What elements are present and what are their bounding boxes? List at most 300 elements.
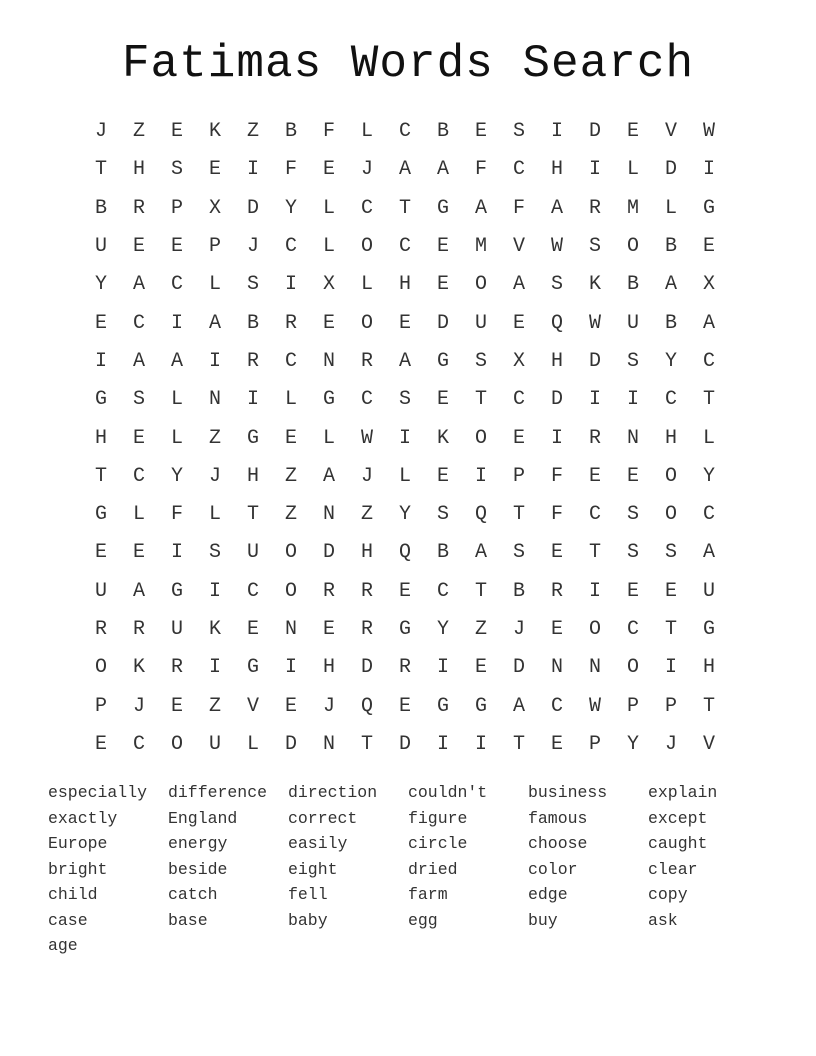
grid-letter: H xyxy=(246,464,259,488)
letter-grid xyxy=(82,113,728,764)
grid-letter: L xyxy=(322,235,335,259)
grid-letter: E xyxy=(626,579,639,603)
word-list-item: edge xyxy=(528,885,568,904)
grid-letter: E xyxy=(512,311,525,335)
grid-letter: S xyxy=(398,388,411,412)
grid-letter: I xyxy=(626,388,639,412)
grid-letter: T xyxy=(360,732,373,756)
grid-row xyxy=(82,496,728,534)
grid-letter: G xyxy=(322,388,335,412)
grid-row xyxy=(82,458,728,496)
word-list-item: color xyxy=(528,859,578,879)
word-list-item: fell xyxy=(288,885,328,904)
grid-letter: O xyxy=(170,732,183,756)
grid-letter: O xyxy=(588,618,601,641)
grid-letter: J xyxy=(94,120,107,144)
grid-letter: N xyxy=(208,388,221,412)
grid-letter: B xyxy=(94,196,107,220)
grid-letter: R xyxy=(398,656,411,680)
grid-letter: C xyxy=(702,349,715,373)
grid-letter: X xyxy=(208,196,221,220)
grid-letter: I xyxy=(588,388,601,412)
grid-letter: E xyxy=(664,579,677,603)
word-list-item: child xyxy=(48,885,98,904)
grid-letter: C xyxy=(626,618,639,641)
word-list-item: couldn't xyxy=(408,783,488,802)
word-list-item: figure xyxy=(408,808,468,828)
grid-letter: I xyxy=(588,579,601,603)
grid-letter: A xyxy=(512,694,525,718)
grid-letter: L xyxy=(246,732,259,756)
grid-letter: L xyxy=(626,158,639,182)
grid-letter: R xyxy=(550,579,563,603)
grid-letter: Z xyxy=(360,503,373,527)
grid-letter: E xyxy=(436,388,449,412)
grid-letter: L xyxy=(664,196,677,220)
grid-letter: U xyxy=(626,311,639,335)
grid-letter: T xyxy=(512,503,525,527)
word-list-item: correct xyxy=(288,808,358,828)
grid-letter: D xyxy=(360,656,373,680)
grid-letter: A xyxy=(550,196,563,220)
grid-letter: E xyxy=(284,694,297,718)
grid-letter: C xyxy=(132,464,145,488)
grid-letter: V xyxy=(664,120,677,144)
grid-letter: D xyxy=(284,732,297,756)
grid-letter: I xyxy=(246,388,259,412)
grid-letter: H xyxy=(94,426,107,450)
grid-letter: Y xyxy=(664,349,677,373)
grid-letter: D xyxy=(436,311,449,335)
word-list-item: except xyxy=(648,808,708,828)
grid-letter: B xyxy=(512,579,525,603)
grid-letter: F xyxy=(550,464,563,488)
grid-letter: H xyxy=(550,158,563,182)
grid-letter: E xyxy=(474,120,487,144)
grid-letter: U xyxy=(170,618,183,641)
grid-letter: O xyxy=(94,656,107,680)
grid-letter: T xyxy=(94,158,107,182)
grid-letter: X xyxy=(512,349,525,373)
grid-letter: J xyxy=(664,732,677,756)
grid-letter: U xyxy=(208,732,221,756)
grid-letter: O xyxy=(626,656,639,680)
grid-letter: H xyxy=(398,273,411,297)
grid-letter: E xyxy=(94,732,107,756)
grid-letter: Z xyxy=(208,426,221,450)
grid-letter: E xyxy=(474,656,487,680)
grid-letter: R xyxy=(132,196,145,220)
grid-row xyxy=(82,381,728,419)
grid-row xyxy=(82,611,728,649)
grid-letter: N xyxy=(588,656,601,680)
grid-letter: L xyxy=(170,426,183,450)
grid-letter: E xyxy=(284,426,297,450)
grid-letter: S xyxy=(664,541,677,565)
grid-letter: E xyxy=(398,694,411,718)
grid-letter: T xyxy=(246,503,259,527)
word-list-item: especially xyxy=(48,783,148,802)
grid-letter: R xyxy=(94,618,107,641)
grid-letter: L xyxy=(398,464,411,488)
word-list-item: energy xyxy=(168,834,228,853)
grid-letter: T xyxy=(702,388,715,412)
grid-letter: I xyxy=(284,656,297,680)
grid-letter: V xyxy=(246,694,259,718)
grid-letter: H xyxy=(550,349,563,373)
grid-letter: W xyxy=(588,311,601,335)
grid-letter: U xyxy=(94,579,107,603)
grid-letter: U xyxy=(474,311,487,335)
grid-letter: E xyxy=(550,732,563,756)
grid-letter: A xyxy=(702,541,715,565)
word-list-item: eight xyxy=(288,859,338,879)
grid-letter: Y xyxy=(398,503,411,527)
grid-letter: I xyxy=(246,158,259,182)
grid-letter: H xyxy=(322,656,335,680)
grid-letter: T xyxy=(474,579,487,603)
grid-letter: Z xyxy=(246,120,259,144)
grid-letter: G xyxy=(170,579,183,603)
grid-letter: B xyxy=(436,120,449,144)
grid-letter: O xyxy=(626,235,639,259)
grid-letter: L xyxy=(132,503,145,527)
grid-letter: S xyxy=(626,541,639,565)
grid-letter: R xyxy=(246,349,259,373)
grid-letter: S xyxy=(512,541,525,565)
word-list-item: beside xyxy=(168,859,228,879)
grid-letter: Z xyxy=(284,464,297,488)
grid-letter: E xyxy=(322,618,335,641)
word-list-item: clear xyxy=(648,859,698,879)
grid-letter: B xyxy=(626,273,639,297)
grid-letter: E xyxy=(512,426,525,450)
grid-letter: M xyxy=(626,196,639,220)
grid-letter: A xyxy=(702,311,715,335)
grid-letter: O xyxy=(360,235,373,259)
word-list-item: egg xyxy=(408,910,438,930)
word-list-item: copy xyxy=(648,885,688,904)
grid-letter: C xyxy=(132,732,145,756)
grid-letter: G xyxy=(702,618,715,641)
grid-letter: O xyxy=(284,579,297,603)
grid-letter: I xyxy=(436,732,449,756)
grid-letter: C xyxy=(246,579,259,603)
grid-letter: G xyxy=(702,196,715,220)
grid-letter: P xyxy=(94,694,107,718)
grid-letter: N xyxy=(322,503,335,527)
grid-letter: T xyxy=(588,541,601,565)
word-list-item: base xyxy=(168,910,208,930)
grid-letter: C xyxy=(512,388,525,412)
word-list-item: baby xyxy=(288,910,328,930)
grid-letter: R xyxy=(170,656,183,680)
grid-letter: G xyxy=(436,196,449,220)
grid-letter: T xyxy=(702,694,715,718)
grid-letter: I xyxy=(474,464,487,488)
grid-letter: Y xyxy=(170,464,183,488)
grid-letter: N xyxy=(322,732,335,756)
grid-letter: F xyxy=(322,120,335,144)
grid-letter: O xyxy=(664,464,677,488)
grid-row xyxy=(82,228,728,266)
grid-letter: U xyxy=(702,579,715,603)
grid-letter: T xyxy=(664,618,677,641)
grid-letter: E xyxy=(702,235,715,259)
grid-letter: B xyxy=(436,541,449,565)
grid-letter: I xyxy=(208,349,221,373)
grid-letter: G xyxy=(246,656,259,680)
grid-row xyxy=(82,343,728,381)
grid-letter: J xyxy=(132,694,145,718)
grid-letter: T xyxy=(474,388,487,412)
grid-letter: O xyxy=(474,426,487,450)
grid-letter: A xyxy=(208,311,221,335)
grid-letter: S xyxy=(588,235,601,259)
grid-letter: P xyxy=(588,732,601,756)
grid-letter: K xyxy=(208,618,221,641)
grid-letter: E xyxy=(246,618,259,641)
grid-row xyxy=(82,687,728,725)
grid-letter: L xyxy=(702,426,715,450)
word-list-item: Europe xyxy=(48,834,108,853)
grid-letter: A xyxy=(132,273,145,297)
grid-letter: S xyxy=(626,349,639,373)
grid-letter: E xyxy=(170,694,183,718)
grid-letter: H xyxy=(664,426,677,450)
grid-letter: R xyxy=(360,349,373,373)
word-list xyxy=(48,780,768,959)
word-list-item: famous xyxy=(528,808,588,828)
word-list-item: case xyxy=(48,910,88,930)
grid-letter: C xyxy=(132,311,145,335)
grid-letter: P xyxy=(208,235,221,259)
grid-letter: Q xyxy=(550,311,563,335)
grid-letter: I xyxy=(94,349,107,373)
grid-row xyxy=(82,534,728,572)
grid-letter: S xyxy=(436,503,449,527)
grid-letter: F xyxy=(170,503,183,527)
grid-letter: F xyxy=(474,158,487,182)
grid-letter: W xyxy=(702,120,715,144)
grid-letter: K xyxy=(208,120,221,144)
grid-letter: Z xyxy=(284,503,297,527)
grid-letter: C xyxy=(436,579,449,603)
grid-letter: R xyxy=(588,196,601,220)
grid-letter: G xyxy=(436,694,449,718)
grid-letter: B xyxy=(664,235,677,259)
grid-letter: L xyxy=(322,426,335,450)
grid-letter: C xyxy=(512,158,525,182)
grid-letter: I xyxy=(208,579,221,603)
grid-letter: C xyxy=(398,120,411,144)
grid-letter: I xyxy=(550,120,563,144)
grid-letter: J xyxy=(246,235,259,259)
grid-letter: N xyxy=(284,618,297,641)
grid-letter: A xyxy=(398,349,411,373)
grid-letter: P xyxy=(626,694,639,718)
grid-row xyxy=(82,266,728,304)
grid-letter: L xyxy=(208,503,221,527)
grid-letter: Q xyxy=(360,694,373,718)
grid-letter: Z xyxy=(208,694,221,718)
grid-letter: C xyxy=(664,388,677,412)
grid-row xyxy=(82,649,728,687)
grid-letter: R xyxy=(360,618,373,641)
grid-letter: D xyxy=(550,388,563,412)
grid-letter: B xyxy=(284,120,297,144)
grid-letter: R xyxy=(132,618,145,641)
grid-letter: H xyxy=(132,158,145,182)
grid-letter: I xyxy=(398,426,411,450)
grid-letter: E xyxy=(436,464,449,488)
grid-letter: E xyxy=(436,235,449,259)
grid-letter: K xyxy=(436,426,449,450)
grid-letter: G xyxy=(398,618,411,641)
grid-letter: W xyxy=(550,235,563,259)
grid-letter: Y xyxy=(626,732,639,756)
grid-letter: B xyxy=(664,311,677,335)
grid-row xyxy=(82,419,728,457)
grid-row xyxy=(82,151,728,189)
grid-letter: Y xyxy=(284,196,297,220)
grid-letter: W xyxy=(588,694,601,718)
grid-letter: Z xyxy=(132,120,145,144)
grid-letter: A xyxy=(474,196,487,220)
grid-letter: I xyxy=(284,273,297,297)
grid-letter: I xyxy=(170,311,183,335)
grid-letter: O xyxy=(474,273,487,297)
grid-letter: E xyxy=(132,541,145,565)
grid-letter: S xyxy=(132,388,145,412)
grid-row xyxy=(82,190,728,228)
grid-letter: I xyxy=(550,426,563,450)
grid-letter: O xyxy=(284,541,297,565)
grid-letter: T xyxy=(94,464,107,488)
grid-letter: V xyxy=(702,732,715,756)
word-list-item: caught xyxy=(648,834,708,853)
grid-letter: K xyxy=(132,656,145,680)
grid-letter: E xyxy=(322,311,335,335)
grid-letter: J xyxy=(360,464,373,488)
grid-letter: X xyxy=(322,273,335,297)
grid-letter: E xyxy=(132,426,145,450)
grid-row xyxy=(82,573,728,611)
grid-letter: U xyxy=(94,235,107,259)
grid-letter: E xyxy=(436,273,449,297)
grid-letter: N xyxy=(550,656,563,680)
grid-letter: Q xyxy=(474,503,487,527)
grid-letter: N xyxy=(322,349,335,373)
word-list-item: ask xyxy=(648,910,678,930)
grid-letter: D xyxy=(512,656,525,680)
grid-letter: R xyxy=(588,426,601,450)
grid-letter: I xyxy=(702,158,715,182)
grid-letter: T xyxy=(512,732,525,756)
grid-letter: F xyxy=(550,503,563,527)
grid-letter: R xyxy=(284,311,297,335)
grid-letter: J xyxy=(208,464,221,488)
grid-row xyxy=(82,304,728,342)
grid-letter: J xyxy=(360,158,373,182)
grid-letter: E xyxy=(626,464,639,488)
grid-letter: V xyxy=(512,235,525,259)
word-list-item: dried xyxy=(408,859,458,879)
grid-letter: L xyxy=(284,388,297,412)
grid-letter: I xyxy=(474,732,487,756)
grid-letter: P xyxy=(512,464,525,488)
grid-letter: D xyxy=(664,158,677,182)
word-list-item: farm xyxy=(408,885,448,904)
grid-letter: Q xyxy=(398,541,411,565)
grid-letter: C xyxy=(550,694,563,718)
grid-letter: I xyxy=(208,656,221,680)
grid-letter: R xyxy=(322,579,335,603)
grid-letter: E xyxy=(398,311,411,335)
word-list-item: buy xyxy=(528,910,558,930)
grid-letter: D xyxy=(322,541,335,565)
grid-letter: Y xyxy=(436,618,449,641)
word-list-item: exactly xyxy=(48,808,118,828)
grid-letter: F xyxy=(284,158,297,182)
grid-letter: N xyxy=(626,426,639,450)
grid-letter: C xyxy=(398,235,411,259)
grid-letter: X xyxy=(702,273,715,297)
grid-letter: I xyxy=(436,656,449,680)
grid-letter: J xyxy=(322,694,335,718)
grid-letter: A xyxy=(132,579,145,603)
grid-letter: L xyxy=(360,120,373,144)
grid-letter: E xyxy=(550,618,563,641)
grid-letter: D xyxy=(588,120,601,144)
grid-letter: L xyxy=(170,388,183,412)
grid-letter: E xyxy=(132,235,145,259)
word-list-item: catch xyxy=(168,885,218,904)
grid-letter: U xyxy=(246,541,259,565)
grid-letter: S xyxy=(626,503,639,527)
grid-letter: G xyxy=(436,349,449,373)
grid-letter: S xyxy=(512,120,525,144)
grid-letter: Z xyxy=(474,618,487,641)
grid-letter: L xyxy=(322,196,335,220)
grid-letter: C xyxy=(170,273,183,297)
grid-row xyxy=(82,726,728,764)
grid-letter: C xyxy=(360,388,373,412)
word-list-item: direction xyxy=(288,783,378,802)
grid-letter: S xyxy=(474,349,487,373)
grid-letter: C xyxy=(284,349,297,373)
grid-letter: S xyxy=(170,158,183,182)
grid-letter: E xyxy=(322,158,335,182)
grid-letter: P xyxy=(664,694,677,718)
grid-letter: G xyxy=(94,388,107,412)
grid-letter: E xyxy=(626,120,639,144)
grid-letter: S xyxy=(246,273,259,297)
grid-letter: I xyxy=(588,158,601,182)
grid-letter: T xyxy=(398,196,411,220)
word-list-item: England xyxy=(168,808,238,828)
grid-letter: E xyxy=(94,311,107,335)
grid-letter: O xyxy=(664,503,677,527)
grid-letter: H xyxy=(702,656,715,680)
word-list-item: explain xyxy=(648,783,718,802)
grid-letter: P xyxy=(170,196,183,220)
grid-letter: G xyxy=(474,694,487,718)
grid-letter: L xyxy=(360,273,373,297)
grid-letter: M xyxy=(474,235,487,259)
word-list-item: circle xyxy=(408,834,468,853)
grid-letter: C xyxy=(284,235,297,259)
